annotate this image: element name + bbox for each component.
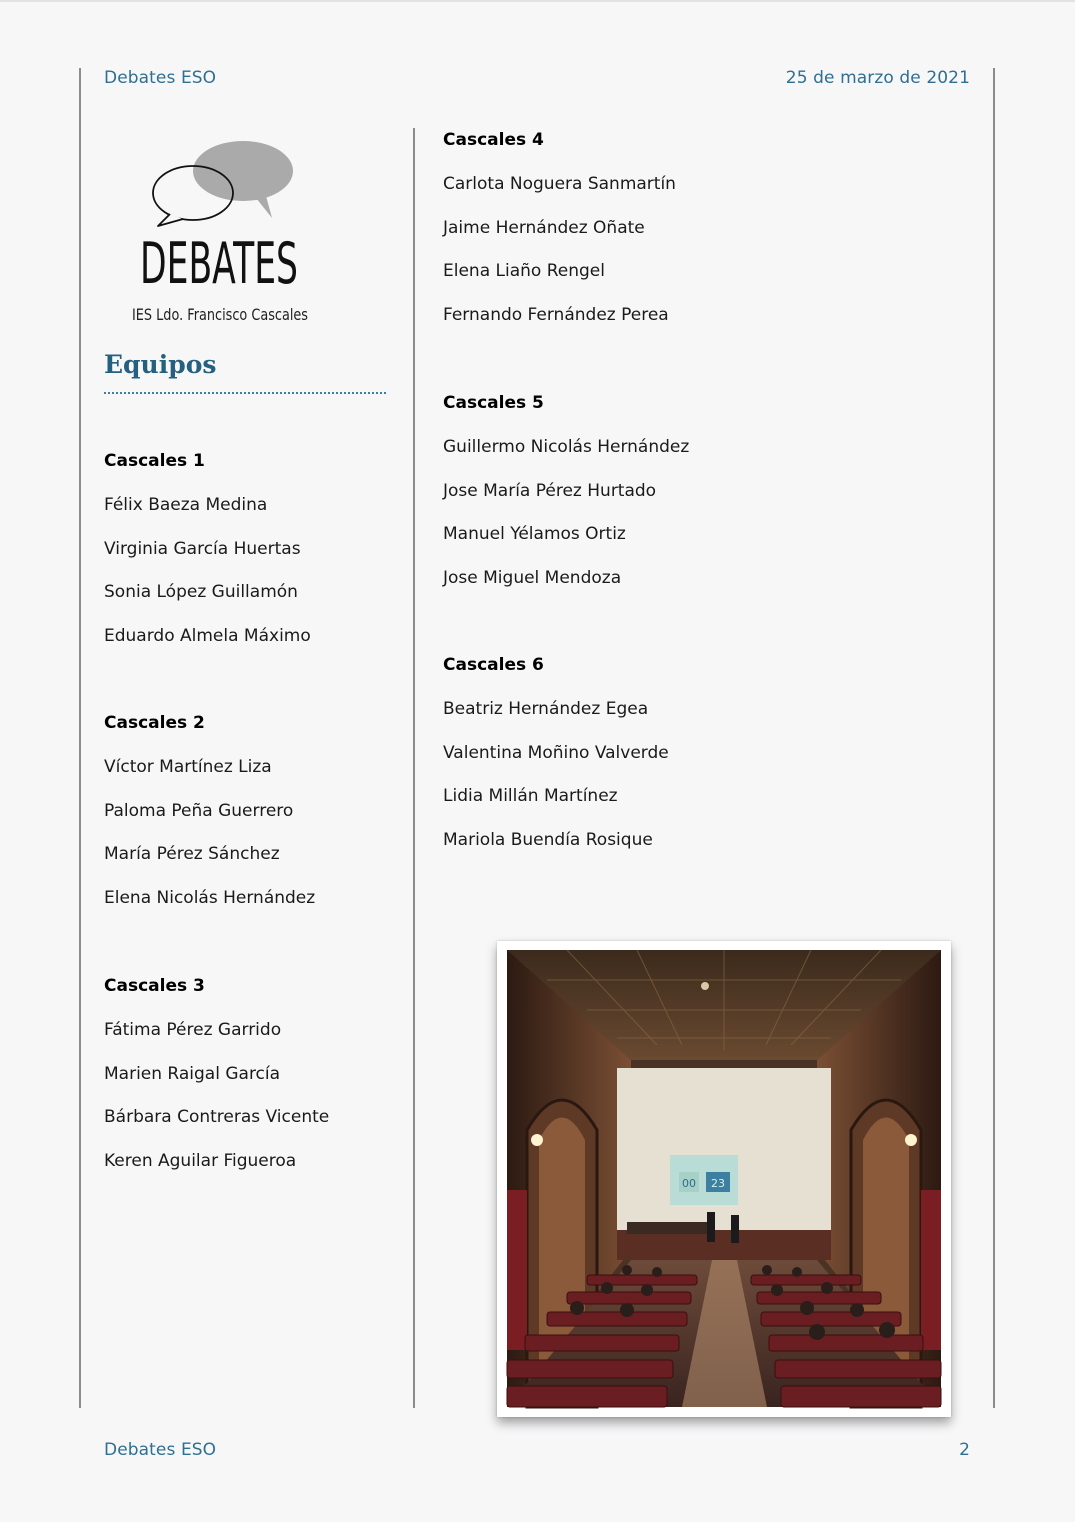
auditorium-photo (507, 950, 941, 1407)
team-block (443, 392, 743, 611)
team-member: Elena Liaño Rengel (443, 261, 605, 282)
team-block (104, 712, 404, 931)
team-member: Víctor Martínez Liza (104, 757, 272, 777)
team-member: Carlota Noguera Sanmartín (443, 174, 676, 194)
team-member: Fátima Pérez Garrido (104, 1020, 282, 1040)
photo-screen-minutes: 00 (682, 1177, 696, 1190)
team-member: Bárbara Contreras Vicente (104, 1107, 330, 1128)
team-name: Cascales 2 (104, 713, 205, 733)
left-column-rule (79, 68, 81, 1408)
team-name: Cascales 6 (443, 655, 544, 675)
section-title: Equipos (104, 350, 217, 379)
team-member: Guillermo Nicolás Hernández (443, 437, 690, 457)
photo-frame (497, 941, 951, 1417)
header-title: Debates ESO (104, 68, 217, 88)
team-member: Félix Baeza Medina (104, 495, 268, 515)
team-member: Marien Raigal García (104, 1063, 281, 1084)
team-member: Sonia López Guillamón (104, 582, 298, 603)
page-top-edge (0, 0, 1075, 2)
team-member: Fernando Fernández Perea (443, 305, 669, 326)
middle-column-rule (413, 128, 415, 1408)
team-block (104, 450, 404, 669)
grey-speech-bubble-icon (193, 141, 293, 201)
section-title-underline (104, 392, 386, 394)
team-member: Mariola Buendía Rosique (443, 830, 653, 851)
team-name: Cascales 3 (104, 976, 205, 996)
right-column-rule (993, 68, 995, 1408)
team-member: Keren Aguilar Figueroa (104, 1151, 297, 1172)
team-member: Jaime Hernández Oñate (443, 217, 645, 238)
photo-screen-seconds: 23 (711, 1177, 725, 1190)
team-member: Beatriz Hernández Egea (443, 699, 649, 719)
team-name: Cascales 5 (443, 393, 544, 413)
team-block (443, 654, 743, 873)
page-number: 2 (959, 1440, 970, 1460)
team-member: Eduardo Almela Máximo (104, 626, 311, 647)
team-member: Lidia Millán Martínez (443, 786, 618, 807)
logo-subtitle: IES Ldo. Francisco Cascales (132, 305, 308, 324)
team-member: Jose Miguel Mendoza (443, 568, 622, 589)
team-member: Paloma Peña Guerrero (104, 800, 294, 821)
team-name: Cascales 4 (443, 130, 544, 150)
team-member: Jose María Pérez Hurtado (443, 480, 657, 501)
team-member: Virginia García Huertas (104, 538, 301, 559)
team-member: Valentina Moñino Valverde (443, 742, 669, 763)
team-block (104, 975, 404, 1194)
header-date: 25 de marzo de 2021 (785, 68, 970, 88)
team-name: Cascales 1 (104, 451, 205, 471)
debates-logo (128, 138, 318, 328)
logo-word: DEBATES (140, 231, 298, 298)
team-member: María Pérez Sánchez (104, 844, 280, 865)
footer-title: Debates ESO (104, 1440, 217, 1460)
team-member: Manuel Yélamos Ortiz (443, 524, 626, 545)
team-member: Elena Nicolás Hernández (104, 888, 316, 909)
team-block (443, 129, 743, 348)
